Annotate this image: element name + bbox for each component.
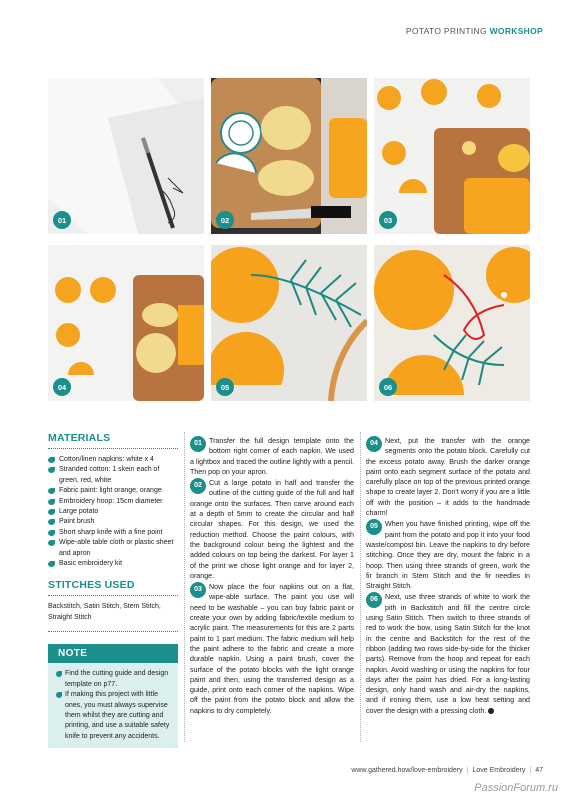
page-header (406, 26, 543, 36)
step-number: 04 (366, 436, 382, 452)
end-mark-icon (488, 708, 494, 714)
step-number: 03 (190, 582, 206, 598)
page-footer (351, 767, 543, 774)
photo-06-image (374, 245, 530, 401)
photo-03 (374, 78, 530, 234)
photo-05-number: 05 (216, 378, 234, 396)
step-number: 06 (366, 592, 382, 608)
photo-04-image (48, 245, 204, 401)
materials-item: Cotton/linen napkins: white x 4 (48, 455, 178, 465)
divider (48, 595, 178, 596)
photo-02-number: 02 (216, 211, 234, 229)
materials-item: Short sharp knife with a fine point (48, 528, 178, 538)
materials-item: Large potato (48, 507, 178, 517)
note-title: NOTE (48, 644, 178, 663)
materials-item: Wipe-able table cloth or plastic sheet and apron (48, 538, 178, 559)
materials-title: MATERIALS (48, 432, 111, 444)
instructions-right (366, 436, 530, 717)
step-number: 01 (190, 436, 206, 452)
step-text: When you have finished printing, wipe off the paint from the potato and pop it into your food waste/compost bin. Leave the napkins to dry before stitching. Once they are dry, mount the fabric in a hoop. Then using three strands of green, work the fir branch in Stem Stitch and the fir needles in Straight Stitch. (366, 520, 530, 591)
instructions-middle (190, 436, 354, 717)
divider (48, 448, 178, 449)
note-item: Find the cutting guide and design template on p77. (56, 669, 172, 690)
materials-item: Paint brush (48, 517, 178, 527)
footer-url[interactable]: www.gathered.how/love-embroidery (351, 767, 463, 774)
photo-04-number: 04 (53, 378, 71, 396)
photo-04 (48, 245, 204, 401)
photo-02-image (211, 78, 367, 234)
step-text: Next, put the transfer with the orange segments onto the potato block. Carefully cut the excess potato away. Brush the darker orange paint onto each segment surface of the potato and carefully place on top of the previous printed orange shape to create layer 2. Don't worry if you are a little off with the position – it adds to the handmade charm! (366, 437, 530, 518)
step-02 (190, 478, 354, 581)
step-04 (366, 436, 530, 518)
divider (48, 631, 178, 632)
photo-06-number: 06 (379, 378, 397, 396)
sidebar (48, 432, 178, 748)
step-01 (190, 436, 354, 477)
step-text: Transfer the full design template onto the bottom right corner of each napkin. We used a lightbox and traced the outline lightly with a pencil. Then pop on your apron. (190, 437, 354, 476)
header-section: WORKSHOP (489, 26, 543, 36)
photo-06 (374, 245, 530, 401)
footer-magazine: Love Embroidery (472, 767, 526, 774)
footer-separator: | (529, 767, 532, 774)
photo-05-image (211, 245, 367, 401)
step-number: 02 (190, 478, 206, 494)
footer-separator: | (466, 767, 469, 774)
stitches-text: Backstitch, Satin Stitch, Stem Stitch, Straight Stitch (48, 603, 161, 621)
materials-item: Stranded cotton: 1 skein each of green, red, white (48, 465, 178, 486)
materials-list (48, 455, 178, 569)
watermark: PassionForum.ru (474, 782, 558, 794)
step-06 (366, 592, 530, 716)
photo-01-number: 01 (53, 211, 71, 229)
materials-item: Basic embroidery kit (48, 559, 178, 569)
note-list (48, 669, 178, 742)
materials-item: Fabric paint: light orange, orange (48, 486, 178, 496)
footer-page-number: 47 (535, 767, 543, 774)
step-03 (190, 582, 354, 716)
photo-01-image (48, 78, 204, 234)
photo-05 (211, 245, 367, 401)
header-prefix: POTATO PRINTING (405, 26, 487, 36)
step-05 (366, 519, 530, 591)
note-box (48, 644, 178, 748)
step-text: Cut a large potato in half and transfer the outline of the cutting guide of the full and half orange onto the surfaces. Then carve around each at a depth of 5mm to create the circular and half circular shapes. For this design, we used the reduction method. Choose the paint colours, with the background colour being the lightest and the added colours on top being the darkest. For layer 1 of the print we chose light orange and for layer 2, orange. (190, 479, 354, 580)
photo-03-image (374, 78, 530, 234)
stitches-title: STITCHES USED (48, 579, 135, 592)
materials-item: Embroidery hoop: 15cm diameter (48, 497, 178, 507)
column-divider (360, 432, 361, 742)
photo-02 (211, 78, 367, 234)
step-number: 05 (366, 519, 382, 535)
column-divider (184, 432, 185, 742)
photo-01 (48, 78, 204, 234)
photo-03-number: 03 (379, 211, 397, 229)
note-item: If making this project with little ones, you must always supervise them whilst they are cutting and printing, and use a suitable safety knife to prevent any accidents. (56, 690, 172, 742)
step-text: Next, use three strands of white to work the pith in Backstitch and fill the centre circle using Satin Stitch. Then switch to three strands of red to work the bow, using Satin Stitch for the knot in the centre and Backstitch for the rest of the ribbon (adding two rows side-by-side for the thicker parts). Remove from the hoop and repeat for each napkin. Avoid washing or using the napkins for four days after the paint has dried. For a long-lasting design, only hand wash and air-dry the napkins, and if ironing them, use a low heat setting and cover the design with a pressing cloth. (366, 593, 530, 715)
step-text: Now place the four napkins out on a flat, wipe-able surface. The paint you use will need to be washable – you can buy fabric paint or create your own by adding fabric/textile medium to acrylic paint. The measurements for this are 2 parts paint to 1 part medium. The fabric medium will help the paint adhere to the fabric and create a more durable napkin. Using a paint brush, cover the surface of the potato blocks with the light orange paint and then, using the transferred design as a guide, print onto each corner of the napkins. Wipe off the paint from the potato block and allow the napkins to dry completely. (190, 583, 354, 715)
